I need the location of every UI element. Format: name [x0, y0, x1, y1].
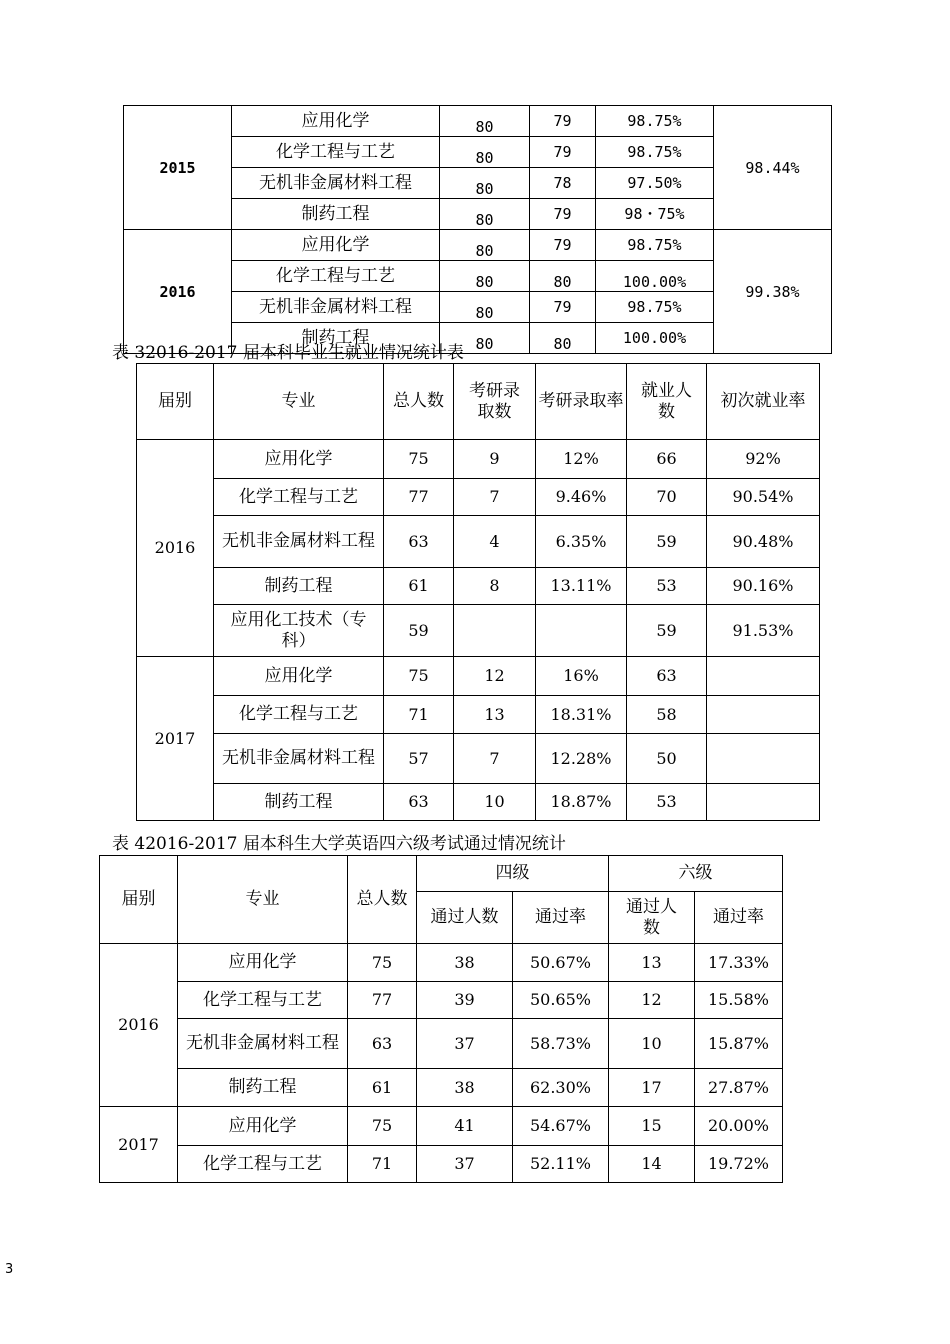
- cet4-pass-rate-cell: 62.30%: [513, 1069, 609, 1107]
- cohort-cell: 2016: [137, 440, 214, 657]
- admit-rate-cell: [536, 605, 627, 657]
- table-3-caption: 表 32016-2017 届本科毕业生就业情况统计表: [112, 343, 464, 363]
- admit-rate-cell: 18.31%: [536, 696, 627, 734]
- table-row: [137, 479, 820, 516]
- rate-cell: 98.75%: [596, 292, 714, 323]
- employed-cell: 63: [627, 657, 707, 696]
- cet4-pass-num-cell: 37: [417, 1146, 513, 1183]
- major-cell: 应用化工技术（专科）: [214, 605, 384, 657]
- cet4-pass-rate-cell: 54.67%: [513, 1107, 609, 1146]
- table-header-row: [100, 856, 783, 892]
- cet4-pass-num-cell: 41: [417, 1107, 513, 1146]
- rate-cell: 97.50%: [596, 168, 714, 199]
- admit-rate-cell: 9.46%: [536, 479, 627, 516]
- cet4-pass-num-cell: 38: [417, 944, 513, 982]
- cet6-pass-rate-cell: 15.87%: [695, 1019, 783, 1069]
- rate-cell: 98.75%: [596, 137, 714, 168]
- table-row: [100, 944, 783, 982]
- major-cell: 无机非金属材料工程: [178, 1019, 348, 1069]
- total-cell: 57: [384, 734, 454, 784]
- table-row: [100, 982, 783, 1019]
- admit-rate-cell: 6.35%: [536, 516, 627, 568]
- admit-cell: 13: [454, 696, 536, 734]
- table-4-caption: 表 42016-2017 届本科生大学英语四六级考试通过情况统计: [112, 834, 566, 854]
- cet6-pass-rate-cell: 20.00%: [695, 1107, 783, 1146]
- total-cell: 63: [348, 1019, 417, 1069]
- total-cell: 59: [384, 605, 454, 657]
- major-cell: 制药工程: [178, 1069, 348, 1107]
- header-cohort: 届别: [100, 856, 178, 944]
- cet4-pass-num-cell: 39: [417, 982, 513, 1019]
- major-cell: 应用化学: [232, 106, 440, 137]
- cet6-pass-num-cell: 17: [609, 1069, 695, 1107]
- count-cell: 79: [530, 199, 596, 230]
- total-cell: 77: [348, 982, 417, 1019]
- header-employment-rate: 初次就业率: [707, 364, 820, 440]
- table-row: [100, 1107, 783, 1146]
- header-cet6-pass-rate: 通过率: [695, 892, 783, 944]
- header-cet4: 四级: [417, 856, 609, 892]
- major-cell: 化学工程与工艺: [178, 982, 348, 1019]
- admit-rate-cell: 12.28%: [536, 734, 627, 784]
- cet4-pass-num-cell: 37: [417, 1019, 513, 1069]
- major-cell: 制药工程: [214, 568, 384, 605]
- admit-cell: 12: [454, 657, 536, 696]
- major-cell: 无机非金属材料工程: [214, 734, 384, 784]
- employed-cell: 58: [627, 696, 707, 734]
- major-cell: 应用化学: [214, 657, 384, 696]
- major-cell: 制药工程: [232, 199, 440, 230]
- employment-rate-cell: 90.54%: [707, 479, 820, 516]
- table-row: [137, 516, 820, 568]
- total-cell: 75: [348, 1107, 417, 1146]
- total-cell: 61: [384, 568, 454, 605]
- major-cell: 应用化学: [214, 440, 384, 479]
- total-cell: 75: [348, 944, 417, 982]
- count-cell: 79: [530, 292, 596, 323]
- header-cet4-pass-rate: 通过率: [513, 892, 609, 944]
- count-cell: 80: [440, 261, 530, 292]
- table-row: [137, 605, 820, 657]
- count-cell: 80: [440, 292, 530, 323]
- admit-cell: [454, 605, 536, 657]
- cet4-pass-rate-cell: 58.73%: [513, 1019, 609, 1069]
- employment-rate-cell: [707, 734, 820, 784]
- total-cell: 61: [348, 1069, 417, 1107]
- major-cell: 化学工程与工艺: [178, 1146, 348, 1183]
- cet4-pass-num-cell: 38: [417, 1069, 513, 1107]
- major-cell: 无机非金属材料工程: [232, 292, 440, 323]
- header-cet6: 六级: [609, 856, 783, 892]
- page-number: 3: [5, 1262, 14, 1277]
- table-header-row: [137, 364, 820, 440]
- cet4-pass-rate-cell: 50.67%: [513, 944, 609, 982]
- major-cell: 无机非金属材料工程: [214, 516, 384, 568]
- cet4-pass-rate-cell: 50.65%: [513, 982, 609, 1019]
- header-employed: 就业人数: [627, 364, 707, 440]
- count-cell: 80: [440, 323, 530, 354]
- admit-cell: 8: [454, 568, 536, 605]
- header-total: 总人数: [384, 364, 454, 440]
- employment-rate-cell: 90.48%: [707, 516, 820, 568]
- cet6-pass-rate-cell: 17.33%: [695, 944, 783, 982]
- major-cell: 应用化学: [232, 230, 440, 261]
- table-row: [124, 106, 832, 137]
- employed-cell: 53: [627, 568, 707, 605]
- admit-cell: 4: [454, 516, 536, 568]
- major-cell: 应用化学: [178, 1107, 348, 1146]
- header-cet4-pass-num: 通过人数: [417, 892, 513, 944]
- table-row: [137, 440, 820, 479]
- header-total: 总人数: [348, 856, 417, 944]
- count-cell: 78: [530, 168, 596, 199]
- cohort-cell: 2015: [124, 106, 232, 230]
- count-cell: 79: [530, 137, 596, 168]
- admit-cell: 7: [454, 479, 536, 516]
- table-row: [100, 1019, 783, 1069]
- cohort-cell: 2016: [124, 230, 232, 354]
- table-row: [137, 784, 820, 821]
- header-major: 专业: [178, 856, 348, 944]
- admit-rate-cell: 13.11%: [536, 568, 627, 605]
- major-cell: 制药工程: [214, 784, 384, 821]
- table-employment-stats: [136, 363, 820, 821]
- employment-rate-cell: [707, 784, 820, 821]
- total-cell: 77: [384, 479, 454, 516]
- total-cell: 63: [384, 784, 454, 821]
- count-cell: 79: [530, 106, 596, 137]
- count-cell: 80: [440, 199, 530, 230]
- employed-cell: 50: [627, 734, 707, 784]
- admit-cell: 10: [454, 784, 536, 821]
- table-row: [137, 696, 820, 734]
- cet6-pass-rate-cell: 15.58%: [695, 982, 783, 1019]
- cet6-pass-num-cell: 14: [609, 1146, 695, 1183]
- overall-rate-cell: 98.44%: [714, 106, 832, 230]
- employment-rate-cell: 91.53%: [707, 605, 820, 657]
- employed-cell: 66: [627, 440, 707, 479]
- employment-rate-cell: 90.16%: [707, 568, 820, 605]
- employed-cell: 70: [627, 479, 707, 516]
- major-cell: 化学工程与工艺: [232, 137, 440, 168]
- cet6-pass-rate-cell: 27.87%: [695, 1069, 783, 1107]
- total-cell: 71: [348, 1146, 417, 1183]
- rate-cell: 100.00%: [596, 261, 714, 292]
- rate-cell: 98・75%: [596, 199, 714, 230]
- cohort-cell: 2017: [137, 657, 214, 821]
- header-cet6-pass-num: 通过人数: [609, 892, 695, 944]
- count-cell: 80: [440, 137, 530, 168]
- admit-cell: 7: [454, 734, 536, 784]
- cet6-pass-num-cell: 15: [609, 1107, 695, 1146]
- employment-rate-cell: [707, 657, 820, 696]
- cet6-pass-rate-cell: 19.72%: [695, 1146, 783, 1183]
- count-cell: 80: [530, 323, 596, 354]
- header-admit: 考研录取数: [454, 364, 536, 440]
- count-cell: 79: [530, 230, 596, 261]
- count-cell: 80: [530, 261, 596, 292]
- employed-cell: 53: [627, 784, 707, 821]
- table-row: [137, 734, 820, 784]
- table-row: [100, 1069, 783, 1107]
- admit-rate-cell: 16%: [536, 657, 627, 696]
- major-cell: 化学工程与工艺: [232, 261, 440, 292]
- header-major: 专业: [214, 364, 384, 440]
- employment-rate-cell: [707, 696, 820, 734]
- count-cell: 80: [440, 106, 530, 137]
- major-cell: 制药工程: [232, 323, 440, 354]
- count-cell: 80: [440, 168, 530, 199]
- rate-cell: 98.75%: [596, 106, 714, 137]
- count-cell: 80: [440, 230, 530, 261]
- cohort-cell: 2016: [100, 944, 178, 1107]
- header-admit-rate: 考研录取率: [536, 364, 627, 440]
- table-2015-2016-degree: [123, 105, 832, 354]
- cet4-pass-rate-cell: 52.11%: [513, 1146, 609, 1183]
- rate-cell: 100.00%: [596, 323, 714, 354]
- rate-cell: 98.75%: [596, 230, 714, 261]
- admit-cell: 9: [454, 440, 536, 479]
- table-row: [137, 568, 820, 605]
- employed-cell: 59: [627, 605, 707, 657]
- cet6-pass-num-cell: 12: [609, 982, 695, 1019]
- cet6-pass-num-cell: 13: [609, 944, 695, 982]
- employed-cell: 59: [627, 516, 707, 568]
- table-row: [137, 657, 820, 696]
- major-cell: 化学工程与工艺: [214, 696, 384, 734]
- major-cell: 应用化学: [178, 944, 348, 982]
- major-cell: 无机非金属材料工程: [232, 168, 440, 199]
- total-cell: 75: [384, 440, 454, 479]
- employment-rate-cell: 92%: [707, 440, 820, 479]
- admit-rate-cell: 12%: [536, 440, 627, 479]
- cet6-pass-num-cell: 10: [609, 1019, 695, 1069]
- major-cell: 化学工程与工艺: [214, 479, 384, 516]
- admit-rate-cell: 18.87%: [536, 784, 627, 821]
- overall-rate-cell: 99.38%: [714, 230, 832, 354]
- cohort-cell: 2017: [100, 1107, 178, 1183]
- table-row: [124, 230, 832, 261]
- total-cell: 75: [384, 657, 454, 696]
- total-cell: 71: [384, 696, 454, 734]
- table-row: [100, 1146, 783, 1183]
- total-cell: 63: [384, 516, 454, 568]
- header-cohort: 届别: [137, 364, 214, 440]
- table-cet-pass-stats: [99, 855, 783, 1183]
